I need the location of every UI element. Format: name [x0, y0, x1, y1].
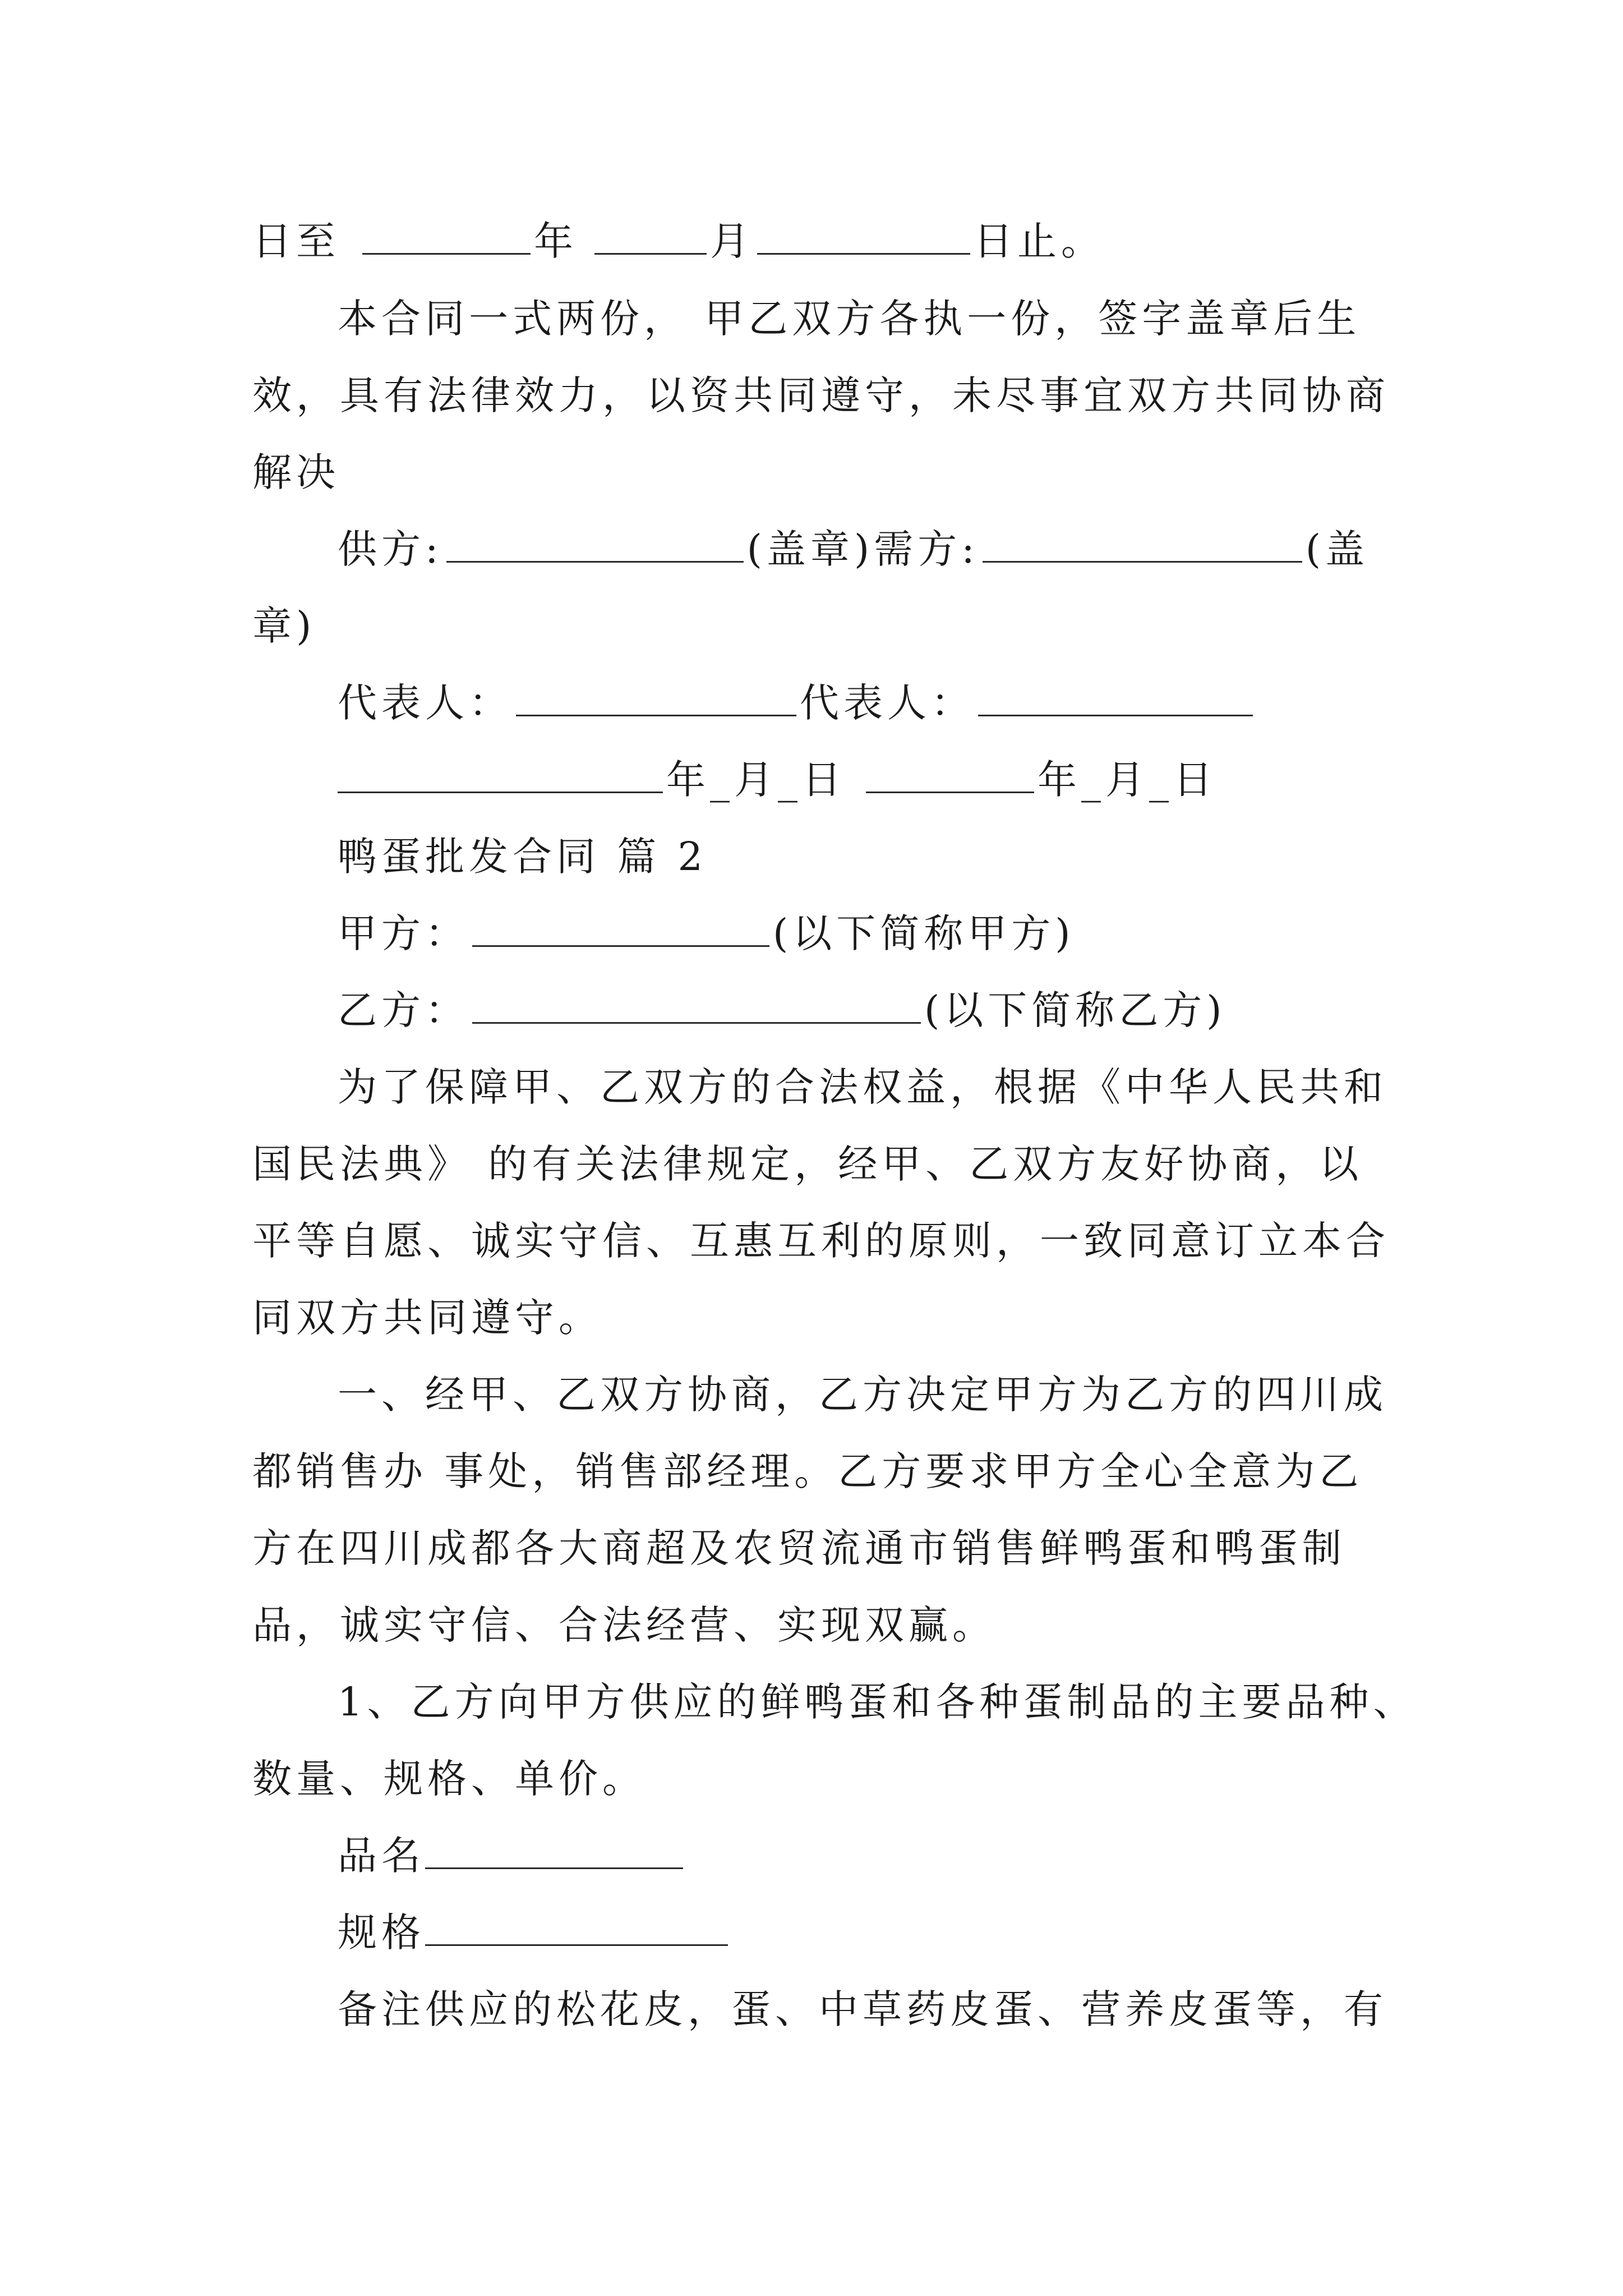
party-b-blank	[472, 987, 921, 1024]
product-name-line	[338, 1828, 686, 1884]
preamble-line-4: 同双方共同遵守。	[252, 1295, 602, 1341]
specification-line	[338, 1904, 731, 1961]
month-label: 月	[710, 218, 754, 264]
party-b-label: 乙方：	[338, 987, 469, 1033]
supplier-blank	[446, 526, 744, 563]
product-name-blank	[425, 1833, 683, 1869]
preamble-line-1: 为了保障甲、乙双方的合法权益，根据《中华人民共和	[338, 1064, 1387, 1110]
party-b-note: (以下简称乙方)	[924, 987, 1227, 1033]
date-blank-1	[338, 757, 663, 793]
seal-label-end: 章)	[252, 603, 316, 649]
month-blank	[594, 218, 707, 255]
signing-date-line	[338, 752, 1217, 808]
specification-blank	[425, 1910, 728, 1946]
representative-blank-1	[516, 680, 796, 716]
day-blank	[757, 218, 970, 255]
term-end-date-line	[252, 213, 1105, 269]
date-blank-2	[866, 757, 1034, 793]
end-label: 日止。	[974, 218, 1105, 264]
clause-1-line-1: 一、经甲、乙双方协商，乙方决定甲方为乙方的四川成	[338, 1372, 1387, 1418]
demander-blank	[983, 526, 1302, 563]
date-label-1: 年_月_日	[666, 757, 846, 803]
paragraph-copies-line-3: 解决	[252, 449, 340, 495]
party-a-blank	[472, 910, 769, 947]
clause-1-line-3: 方在四川成都各大商超及农贸流通市销售鲜鸭蛋和鸭蛋制	[252, 1525, 1346, 1571]
paragraph-copies-line-2: 效，具有法律效力，以资共同遵守，未尽事宜双方共同协商	[252, 372, 1390, 418]
clause-1-line-2: 都销售办 事处，销售部经理。乙方要求甲方全心全意为乙	[252, 1448, 1363, 1494]
seal-label-start: (盖	[1305, 526, 1370, 572]
representative-blank-2	[978, 680, 1253, 716]
supplier-demander-line	[338, 521, 1369, 577]
seal-demander-label: (盖章)需方:	[746, 526, 979, 572]
specification-label: 规格	[338, 1910, 425, 1955]
contract-section-title: 鸭蛋批发合同 篇 2	[338, 834, 708, 880]
term-day-text: 日至	[252, 218, 340, 264]
product-name-label: 品名	[338, 1833, 425, 1879]
party-a-note: (以下简称甲方)	[773, 910, 1075, 956]
paragraph-copies-line-1: 本合同一式两份， 甲乙双方各执一份，签字盖章后生	[338, 296, 1361, 342]
clause-1-line-4: 品，诚实守信、合法经营、实现双赢。	[252, 1602, 996, 1648]
year-blank	[362, 218, 531, 255]
representative-label-1: 代表人：	[338, 680, 513, 726]
date-label-2: 年_月_日	[1038, 757, 1217, 803]
supplier-label: 供方:	[338, 526, 443, 572]
year-label: 年	[534, 218, 578, 264]
representative-line	[338, 675, 1256, 731]
party-b-line	[338, 982, 1227, 1038]
party-a-line	[338, 905, 1075, 961]
item-1-line-1: 1、乙方向甲方供应的鲜鸭蛋和各种蛋制品的主要品种、	[338, 1679, 1417, 1725]
preamble-line-2: 国民法典》 的有关法律规定，经甲、乙双方友好协商，以	[252, 1141, 1363, 1187]
preamble-line-3: 平等自愿、诚实守信、互惠互利的原则，一致同意订立本合	[252, 1218, 1390, 1264]
representative-label-2: 代表人：	[800, 680, 975, 726]
party-a-label: 甲方：	[338, 910, 469, 956]
remarks-line: 备注供应的松花皮，蛋、中草药皮蛋、营养皮蛋等，有	[338, 1986, 1387, 2032]
item-1-line-2: 数量、规格、单价。	[252, 1756, 646, 1802]
